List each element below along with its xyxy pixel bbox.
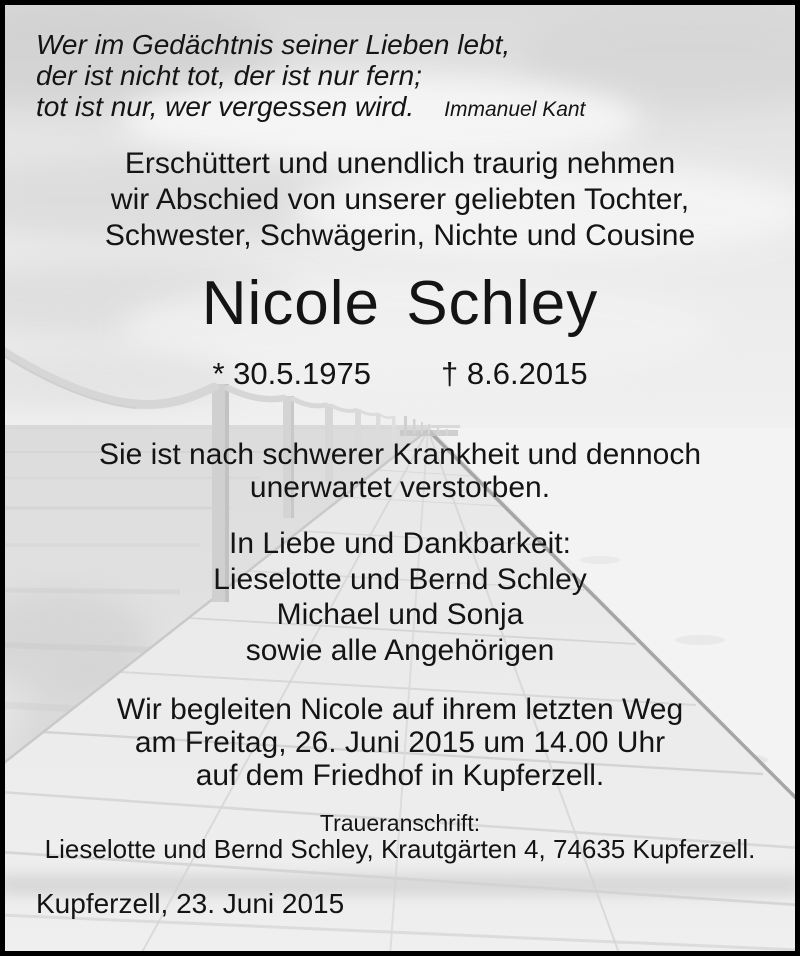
family-heading: In Liebe und Dankbarkeit: <box>229 527 571 560</box>
quote-attribution: Immanuel Kant <box>444 98 586 121</box>
death-date: † 8.6.2015 <box>441 356 588 391</box>
quote-line: Wer im Gedächtnis seiner Lieben lebt, <box>36 29 511 60</box>
funeral-line: auf dem Friedhof in Kupferzell. <box>195 759 605 792</box>
dateline: Kupferzell, 23. Juni 2015 <box>36 888 345 919</box>
death-note <box>0 438 800 504</box>
deceased-name: Nicole Schley <box>201 269 599 338</box>
death-note-line: Sie ist nach schwerer Krankheit und dennoch <box>98 438 702 471</box>
mourning-address-label: Traueranschrift: <box>319 810 481 836</box>
quote-line: der ist nicht tot, der ist nur fern; <box>36 60 422 91</box>
family-line: Michael und Sonja <box>276 598 524 631</box>
quote-line-text: tot ist nur, wer vergessen wird. <box>36 91 415 122</box>
death-note-line: unerwartet verstorben. <box>249 471 551 504</box>
intro-line: Schwester, Schwägerin, Nichte und Cousine <box>104 219 696 252</box>
funeral-line: Wir begleiten Nicole auf ihrem letzten Weg <box>116 693 684 726</box>
mourning-address-value: Lieselotte und Bernd Schley, Krautgärten 4, 74635 Kupferzell. <box>44 834 756 864</box>
birth-date: * 30.5.1975 <box>212 356 372 391</box>
funeral-info <box>0 693 800 792</box>
intro-text <box>0 146 800 254</box>
intro-line: Erschüttert und unendlich traurig nehmen <box>124 147 676 180</box>
quote-block <box>36 29 585 125</box>
family-line: Lieselotte und Bernd Schley <box>213 562 587 596</box>
intro-line: wir Abschied von unserer geliebten Tochter, <box>110 183 690 216</box>
family-line: sowie alle Angehörigen <box>245 633 555 667</box>
life-dates <box>0 357 800 391</box>
funeral-line: am Freitag, 26. Juni 2015 um 14.00 Uhr <box>134 726 666 759</box>
quote-line <box>36 91 585 125</box>
family-block <box>0 526 800 668</box>
